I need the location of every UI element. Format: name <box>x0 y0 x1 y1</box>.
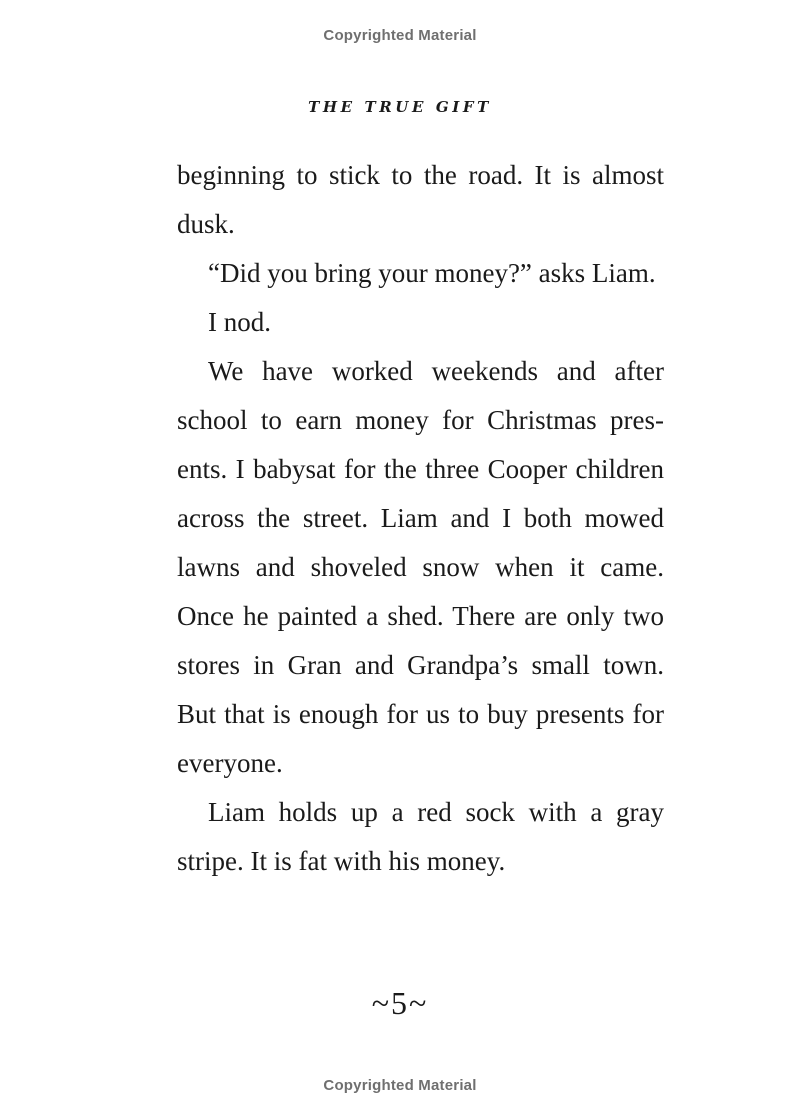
copyright-watermark-bottom: Copyrighted Material <box>323 1077 477 1094</box>
paragraph-continuation: beginning to stick to the road. It is almost dusk. <box>177 160 664 239</box>
paragraph-dialogue: “Did you bring your money?” asks Liam. <box>208 258 656 288</box>
paragraph-earning-money: We have worked weekends and after school to earn money for Christmas presents. I babysat for the three Cooper children across the street. Liam and I both mowed lawns and shoveled snow when it came. Once he painted a shed. There are only two stores in Gran and Grandpa’s small town. But that is enough for us to buy presents for everyone. <box>177 356 664 778</box>
page-number: ~5~ <box>371 985 429 1021</box>
body-text <box>177 151 664 886</box>
running-head: THE TRUE GIFT <box>308 98 492 116</box>
copyright-watermark-top: Copyrighted Material <box>323 27 477 44</box>
paragraph-red-sock: Liam holds up a red sock with a gray stripe. It is fat with his money. <box>177 797 664 876</box>
paragraph-nod: I nod. <box>208 307 271 337</box>
